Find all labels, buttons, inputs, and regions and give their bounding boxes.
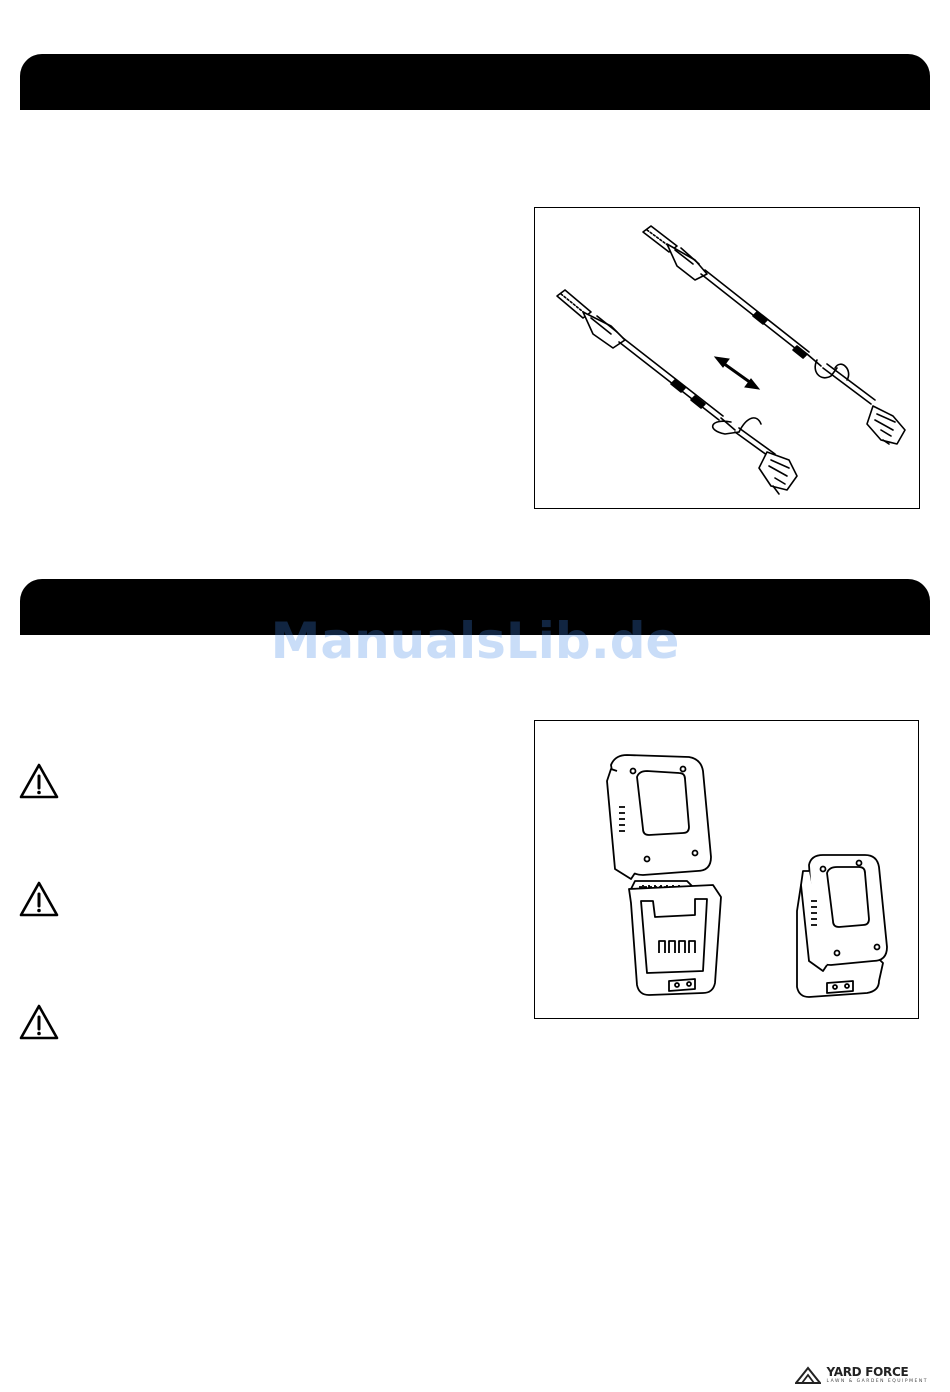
warning-triangle-icon bbox=[18, 880, 60, 918]
charger-base bbox=[629, 881, 721, 995]
pole-saw-extended bbox=[643, 226, 905, 444]
brand-tagline: LAWN & GARDEN EQUIPMENT bbox=[826, 1379, 928, 1384]
pole-saw-figure bbox=[534, 207, 920, 509]
double-arrow-icon bbox=[715, 357, 759, 389]
battery-in-charger bbox=[797, 855, 887, 997]
pole-saw-illustration bbox=[535, 208, 919, 508]
brand-name: YARD FORCE bbox=[826, 1365, 909, 1379]
mountain-logo-icon bbox=[795, 1366, 821, 1384]
watermark: ManualsLib.de bbox=[270, 612, 680, 670]
battery-charger-figure bbox=[534, 720, 919, 1019]
warning-triangle-icon bbox=[18, 762, 60, 800]
battery-pack bbox=[607, 755, 711, 879]
section-header-bar-top bbox=[20, 54, 930, 110]
battery-charger-illustration bbox=[535, 721, 918, 1018]
warning-triangle-icon bbox=[18, 1003, 60, 1041]
brand-logo bbox=[795, 1366, 929, 1385]
